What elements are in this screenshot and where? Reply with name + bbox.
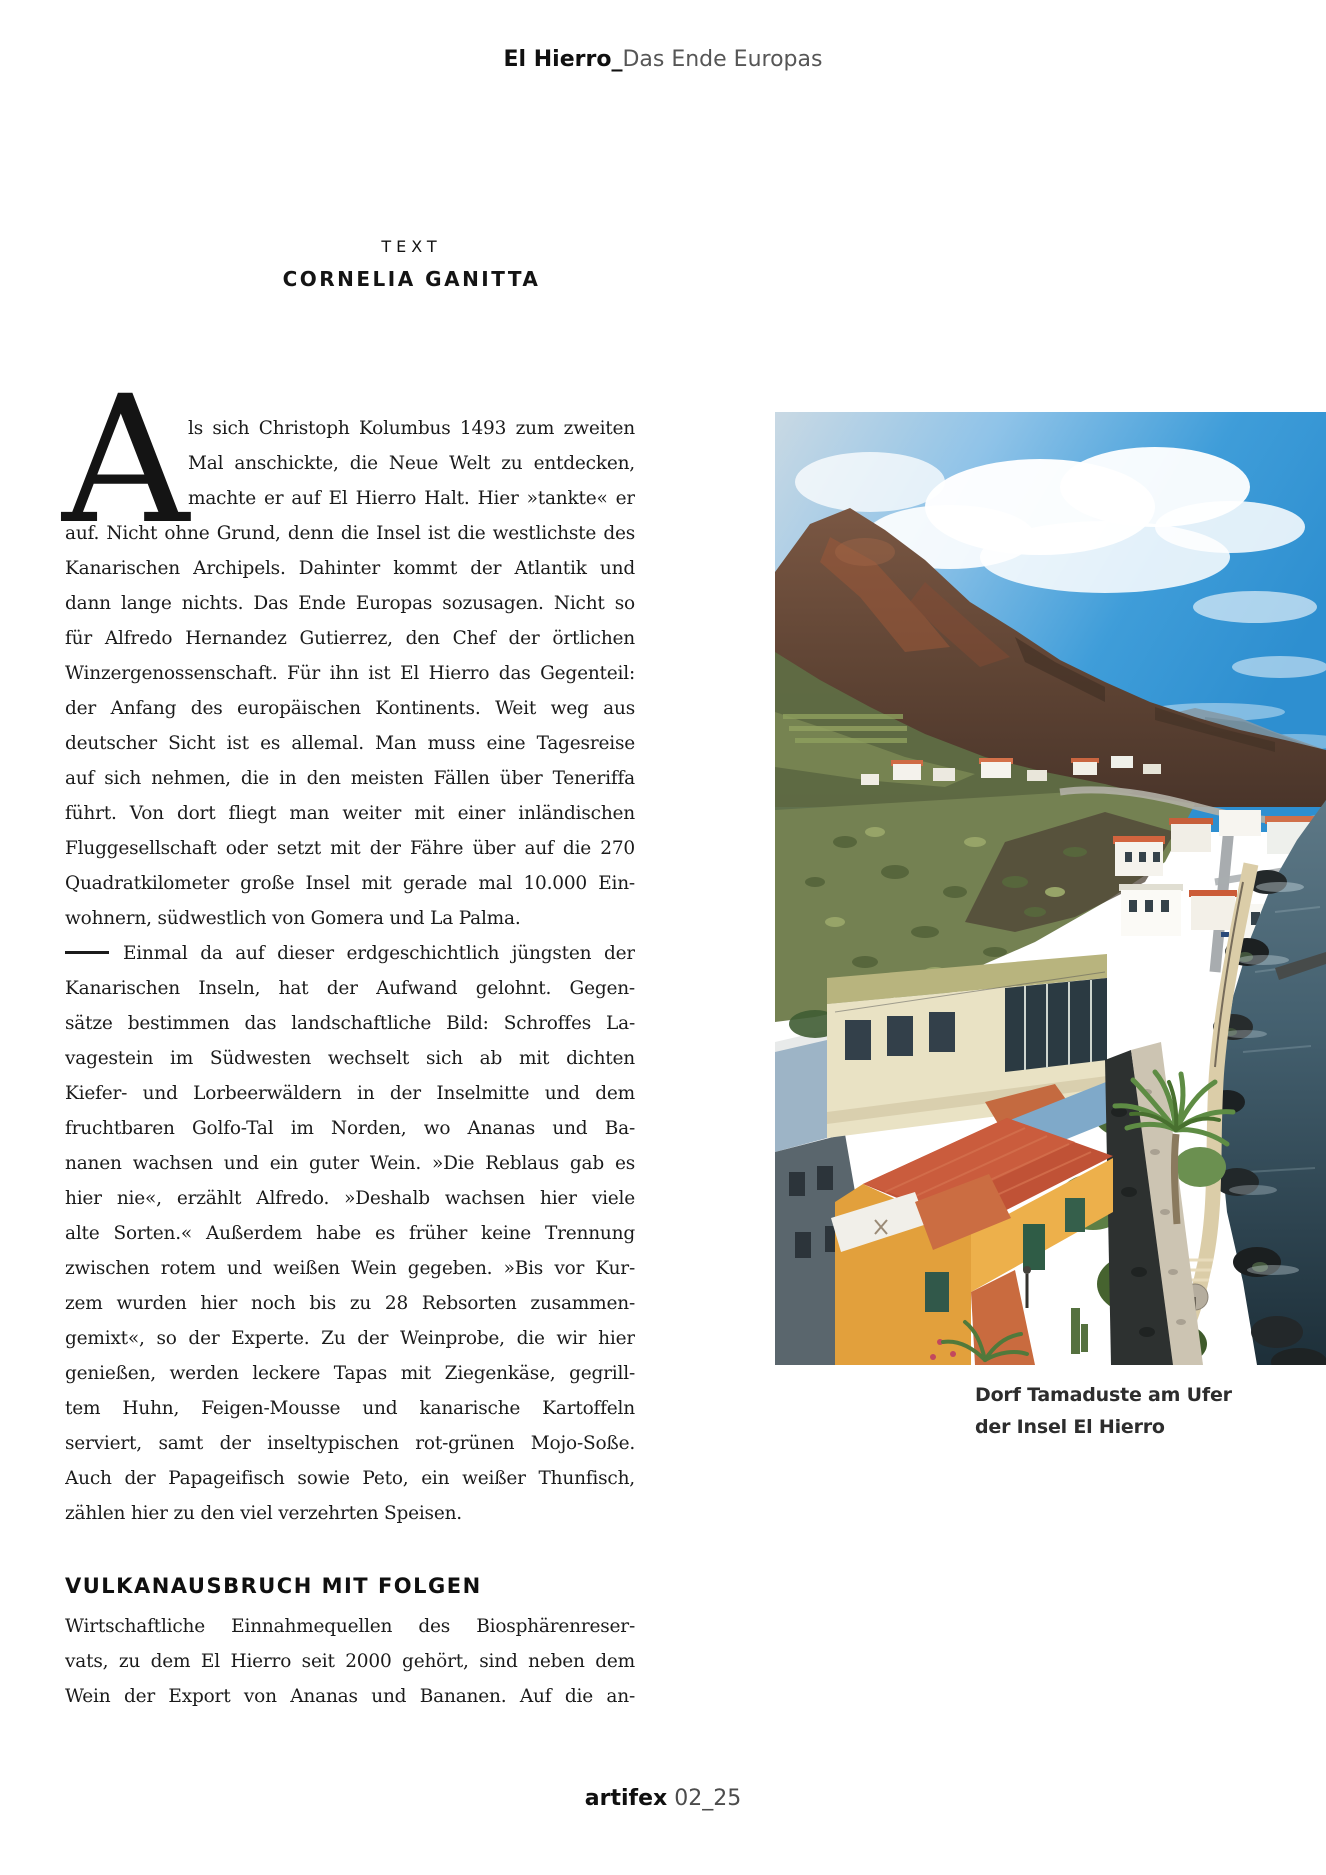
text-line: wohnern, südwestlich von Gomera und La Palma. [65,908,521,929]
footer-brand: artifex [584,1786,668,1811]
text-line: dann lange nichts. Das Ende Europas sozusagen. Nicht so [65,593,635,614]
text-line: Mal anschickte, die Neue Welt zu entdecken, [188,453,635,474]
text-line: hier nie«, erzählt Alfredo. »Deshalb wachsen hier viele [65,1188,635,1209]
section-subheading: VULKANAUSBRUCH MIT FOLGEN [65,1574,482,1598]
text-line: für Alfredo Hernandez Gutierrez, den Chef der örtlichen [65,628,635,649]
text-line: fruchtbaren Golfo-Tal im Norden, wo Ananas und Ba- [65,1118,635,1139]
text-line: Quadratkilometer große Insel mit gerade mal 10.000 Ein- [65,873,635,894]
text-line: Kanarischen Inseln, hat der Aufwand gelohnt. Gegen- [65,978,635,999]
dropcap-letter: A [62,358,189,563]
text-line: deutscher Sicht ist es allemal. Man muss eine Tagesreise [65,733,635,754]
text-line: auf sich nehmen, die in den meisten Fällen über Teneriffa [65,768,635,789]
running-head-subtitle: Das Ende Europas [622,47,823,72]
text-line: zem wurden hier noch bis zu 28 Rebsorten zusammen- [65,1293,635,1314]
text-line: tem Huhn, Feigen-Mousse und kanarische Kartoffeln [65,1398,635,1419]
byline [188,237,635,291]
text-line: zählen hier zu den viel verzehrten Speisen. [65,1503,462,1524]
article-column [62,358,635,1714]
text-line: vats, zu dem El Hierro seit 2000 gehört, sind neben dem [65,1651,635,1672]
text-line: führt. Von dort fliegt man weiter mit einer inländischen [65,803,635,824]
text-line: Fluggesellschaft oder setzt mit der Fähre über auf die 270 [65,838,635,859]
footer-issue: 02_25 [674,1786,742,1811]
body-paragraph-1 [62,358,635,936]
text-line: ls sich Christoph Kolumbus 1493 zum zweiten [188,418,635,439]
page-footer [0,1786,1326,1812]
running-head [0,47,1326,73]
text-line: gemixt«, so der Experte. Zu der Weinprobe, die wir hier [65,1328,635,1349]
text-line: der Anfang des europäischen Kontinents. Weit weg aus [65,698,635,719]
byline-label: TEXT [381,237,442,256]
tamaduste-photo [775,412,1326,1365]
text-line: alte Sorten.« Außerdem habe es früher keine Trennung [65,1223,635,1244]
text-line: vagestein im Südwesten wechselt sich ab mit dichten [65,1048,635,1069]
byline-author: CORNELIA GANITTA [282,267,541,291]
body-paragraph-2-firstline [65,936,635,971]
photo-caption [975,1379,1275,1443]
tamaduste-photo-illustration [775,412,1326,1365]
text-line: Kanarischen Archipels. Dahinter kommt der Atlantik und [65,558,635,579]
text-line: Auch der Papageifisch sowie Peto, ein weißer Thunfisch, [65,1468,635,1489]
text-line: Dorf Tamaduste am Ufer [975,1384,1232,1406]
text-line: machte er auf El Hierro Halt. Hier »tankte« er [188,488,635,509]
text-line: serviert, samt der inseltypischen rot-grünen Mojo-Soße. [65,1433,635,1454]
paragraph-dash-rule [65,951,109,954]
text-line: Kiefer- und Lorbeerwäldern in der Inselmitte und dem [65,1083,635,1104]
text-line: zwischen rotem und weißen Wein gegeben. »Bis vor Kur- [65,1258,635,1279]
dropcap-box [62,358,189,563]
text-line: nanen wachsen und ein guter Wein. »Die Reblaus gab es [65,1153,635,1174]
text-line: der Insel El Hierro [975,1416,1165,1438]
body-paragraph-3 [65,1609,635,1714]
running-head-title: El Hierro_ [503,47,623,72]
text-line: genießen, werden leckere Tapas mit Ziegenkäse, gegrill- [65,1363,635,1384]
text-line: Wirtschaftliche Einnahmequellen des Biosphärenreser- [65,1616,635,1637]
text-line: Wein der Export von Ananas und Bananen. Auf die an- [65,1686,635,1707]
body-paragraph-2 [65,971,635,1531]
text-line: sätze bestimmen das landschaftliche Bild: Schroffes La- [65,1013,635,1034]
text-line: Einmal da auf dieser erdgeschichtlich jüngsten der [123,943,635,964]
text-line: Winzergenossenschaft. Für ihn ist El Hierro das Gegenteil: [65,663,635,684]
text-line: auf. Nicht ohne Grund, denn die Insel ist die westlichste des [65,523,635,544]
